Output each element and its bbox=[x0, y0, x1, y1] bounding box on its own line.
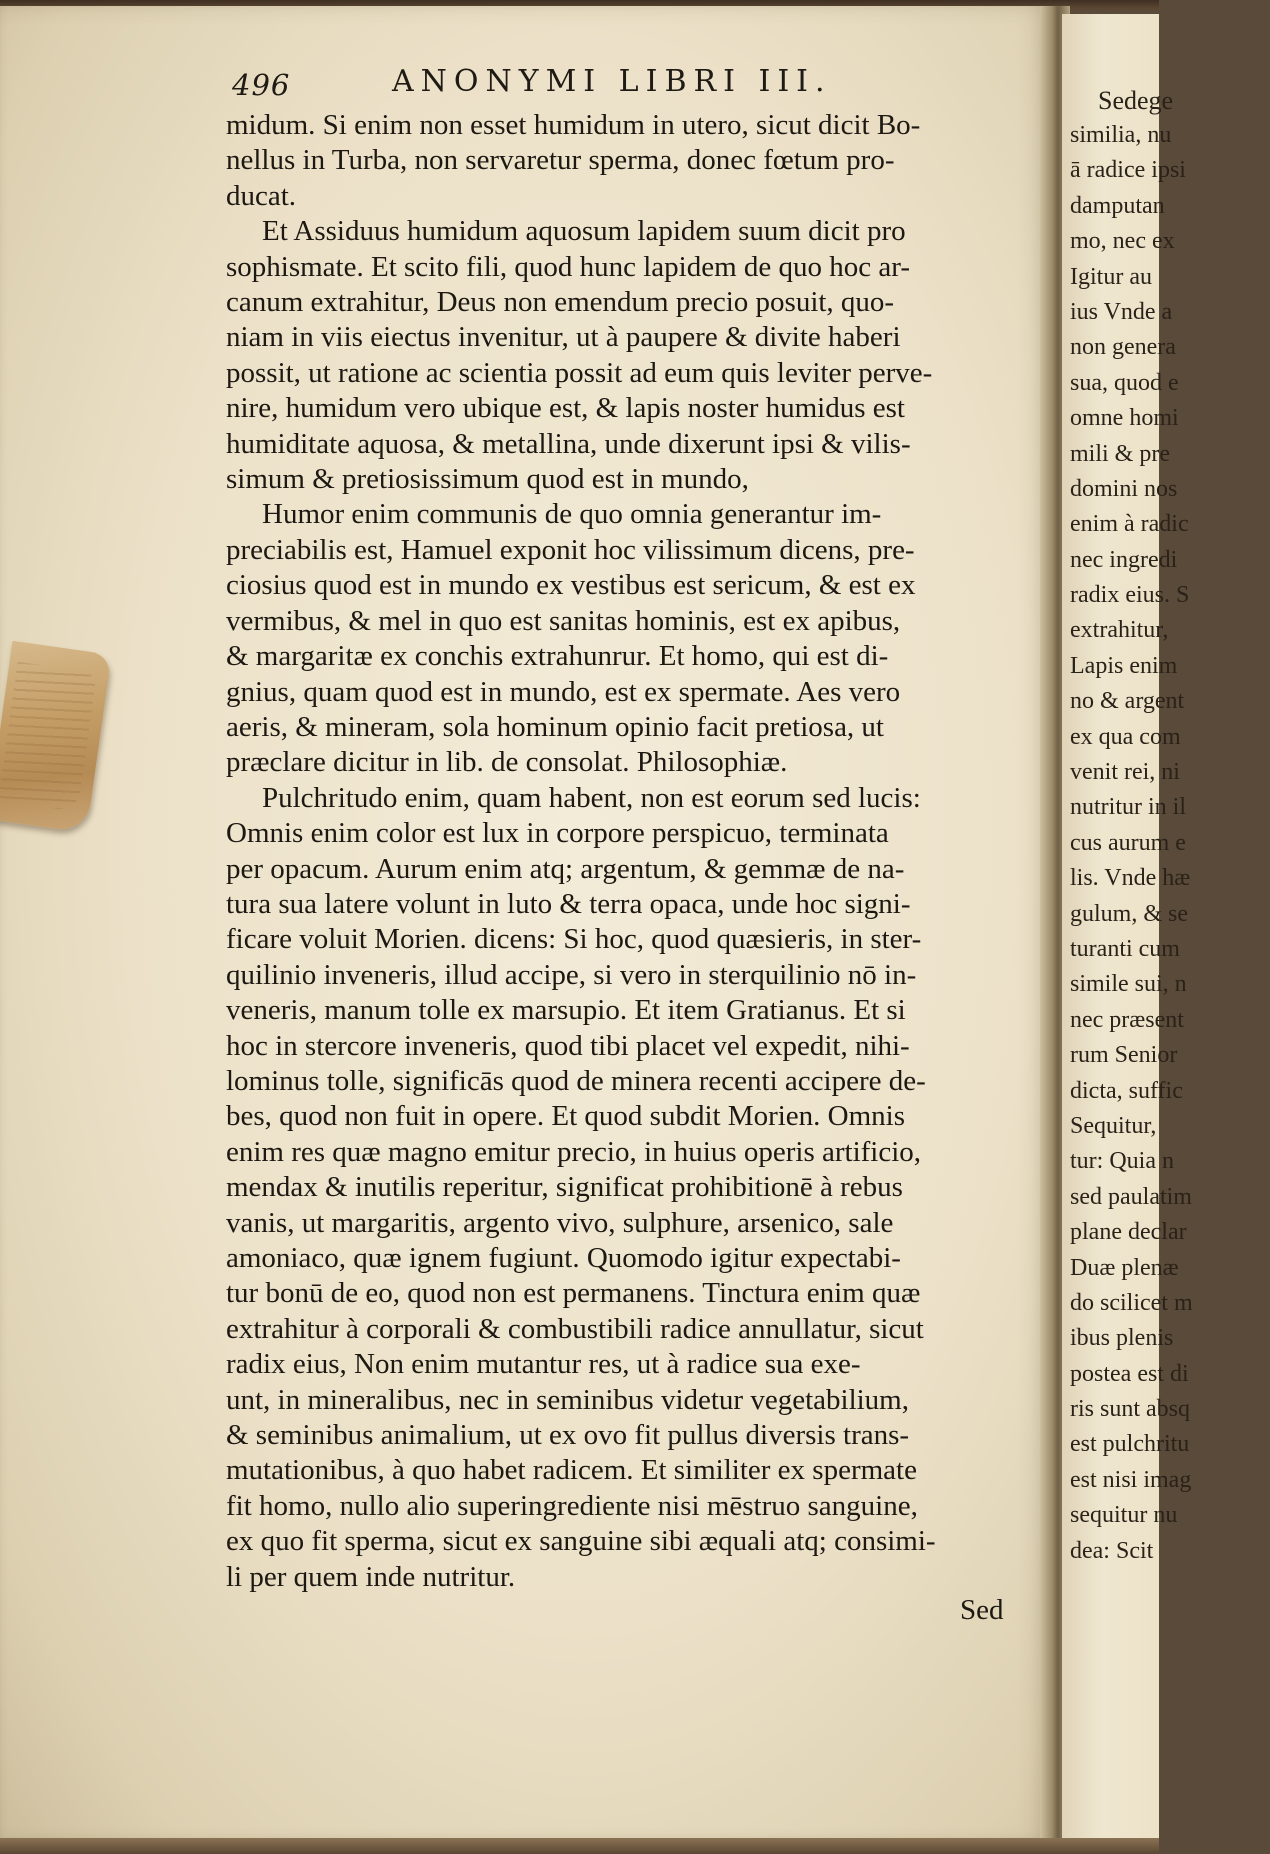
facing-page-line: ex qua com bbox=[1070, 723, 1181, 750]
facing-page-line: dea: Scit bbox=[1070, 1537, 1154, 1564]
facing-page-line: nutritur in il bbox=[1070, 794, 1186, 821]
facing-page-line: ā radice ipsi bbox=[1070, 157, 1186, 184]
facing-page-line: mo, nec ex bbox=[1070, 228, 1175, 255]
paragraph: Humor enim communis de quo omnia generantur im- preciabilis est, Hamuel exponit hoc vilissimum dicens, pre- ciosius quod est in mundo ex vestibus est sericum, & est ex vermibus, & mel in quo est sanitas hominis, est ex apibus, & margaritæ ex conchis extrahunrur. Et homo, qui est di- gnius, quam quod est in mundo, est ex spermate. Aes vero aeris, & mineram, sola hominum opinio facit pretiosa, ut præclare dicitur in lib. de consolat. Philosophiæ. bbox=[226, 498, 916, 779]
facing-page-line: turanti cum bbox=[1070, 935, 1180, 962]
facing-page-line: Igitur au bbox=[1070, 263, 1152, 290]
facing-page-line: similia, nu bbox=[1070, 122, 1172, 148]
facing-page-line: plane declar bbox=[1070, 1219, 1187, 1246]
facing-page-line: extrahitur, bbox=[1070, 617, 1169, 644]
facing-page-line: no & argent bbox=[1070, 688, 1185, 715]
facing-page-line: lis. Vnde hæ bbox=[1070, 865, 1191, 892]
paragraph: midum. Si enim non esset humidum in utero, sicut dicit Bo- nellus in Turba, non servaretur sperma, donec fœtum pro- ducat. bbox=[226, 109, 921, 212]
facing-page-line: Lapis enim bbox=[1070, 652, 1178, 679]
main-text bbox=[226, 108, 1030, 1595]
running-head bbox=[232, 64, 1022, 104]
facing-page-line: Sequitur, bbox=[1070, 1112, 1157, 1139]
facing-page-line: cus aurum e bbox=[1070, 829, 1186, 856]
page-number: 496 bbox=[232, 68, 291, 102]
facing-page-line: ius Vnde a bbox=[1070, 298, 1173, 325]
facing-page-line: damputan bbox=[1070, 192, 1165, 219]
facing-page-line: tur: Quia n bbox=[1070, 1148, 1174, 1175]
facing-page-line: do scilicet m bbox=[1070, 1289, 1193, 1316]
facing-page-line: sua, quod e bbox=[1070, 369, 1179, 396]
facing-page-line: dicta, suffic bbox=[1070, 1077, 1183, 1104]
facing-page bbox=[1062, 14, 1193, 1844]
facing-page-line: gulum, & se bbox=[1070, 900, 1188, 927]
catchword: Sed bbox=[960, 1594, 1004, 1626]
facing-page-line: rum Senior bbox=[1070, 1042, 1178, 1069]
facing-page-line: Duæ plenæ bbox=[1070, 1254, 1179, 1281]
facing-page-line: sequitur nu bbox=[1070, 1502, 1178, 1529]
facing-page-lines bbox=[1070, 118, 1270, 1569]
facing-page-head: Sedege bbox=[1098, 86, 1174, 115]
facing-page-line: ris sunt absq bbox=[1070, 1396, 1190, 1423]
book-bottom-edge bbox=[0, 1838, 1159, 1854]
facing-page-line: nec præsent bbox=[1070, 1006, 1184, 1033]
facing-page-line: omne homi bbox=[1070, 405, 1179, 432]
facing-page-line: est pulchritu bbox=[1070, 1431, 1190, 1458]
facing-page-line: non genera bbox=[1070, 334, 1176, 361]
facing-page-line: venit rei, ni bbox=[1070, 759, 1180, 786]
facing-page-line: simile sui, n bbox=[1070, 971, 1187, 998]
running-title: ANONYMI LIBRI III. bbox=[392, 64, 832, 99]
facing-page-line: est nisi imag bbox=[1070, 1466, 1192, 1493]
facing-page-line: sed paulatim bbox=[1070, 1183, 1192, 1210]
facing-page-line: ibus plenis bbox=[1070, 1325, 1174, 1352]
paragraph: Pulchritudo enim, quam habent, non est eorum sed lucis: Omnis enim color est lux in corpore perspicuo, terminata per opacum. Aurum enim atq; argentum, & gemmæ de na- tura sua latere volunt in luto & terra opaca, unde hoc signi- ficare voluit Morien. dicens: Si hoc, quod quæsieris, in ster- quilinio inveneris, illud accipe, si vero in sterquilinio nō in- veneris, manum tolle ex marsupio. Et item Gratianus. Et si hoc in stercore inveneris, quod tibi placet vel expedit, nihi- lominus tolle, significās quod de minera recenti accipere de- bes, quod non fuit in opere. Et quod subdit Morien. Omnis enim res quæ magno emitur precio, in huius operis artificio, mendax & inutilis reperitur, significat prohibitionē à rebus vanis, ut margaritis, argento vivo, sulphure, arsenico, sale amoniaco, quæ ignem fugiunt. Quomodo igitur expectabi- tur bonū de eo, quod non est permanens. Tinctura enim quæ extrahitur à corporali & combustibili radice annullatur, sicut radix eius, Non enim mutantur res, ut à radice sua exe- unt, in mineralibus, nec in seminibus videtur vegetabilium, & seminibus animalium, ut ex ovo fit pullus diversis trans- mutationibus, à quo habet radicem. Et similiter ex spermate fit homo, nullo alio superingrediente nisi mēstruo sanguine, ex quo fit sperma, sicut ex sanguine sibi æquali atq; consimi- li per quem inde nutritur. bbox=[226, 781, 936, 1593]
facing-page-line: postea est di bbox=[1070, 1360, 1189, 1387]
facing-page-line: mili & pre bbox=[1070, 440, 1170, 467]
facing-page-line: radix eius. S bbox=[1070, 582, 1190, 609]
facing-page-line: domini nos bbox=[1070, 475, 1178, 502]
facing-page-line: nec ingredi bbox=[1070, 546, 1178, 573]
facing-page-line: enim à radic bbox=[1070, 511, 1189, 538]
paragraph: Et Assiduus humidum aquosum lapidem suum dicit pro sophismate. Et scito fili, quod hunc lapidem de quo hoc ar- canum extrahitur, Deus non emendum precio posuit, quo- niam in viis eiectus invenitur, ut à paupere & divite haberi possit, ut ratione ac scientia possit ad eum quis leviter perve- nire, humidum vero ubique est, & lapis noster humidus est humiditate aquosa, & metallina, unde dixerunt ipsi & vilis- simum & pretiosissimum quod est in mundo, bbox=[226, 215, 933, 496]
